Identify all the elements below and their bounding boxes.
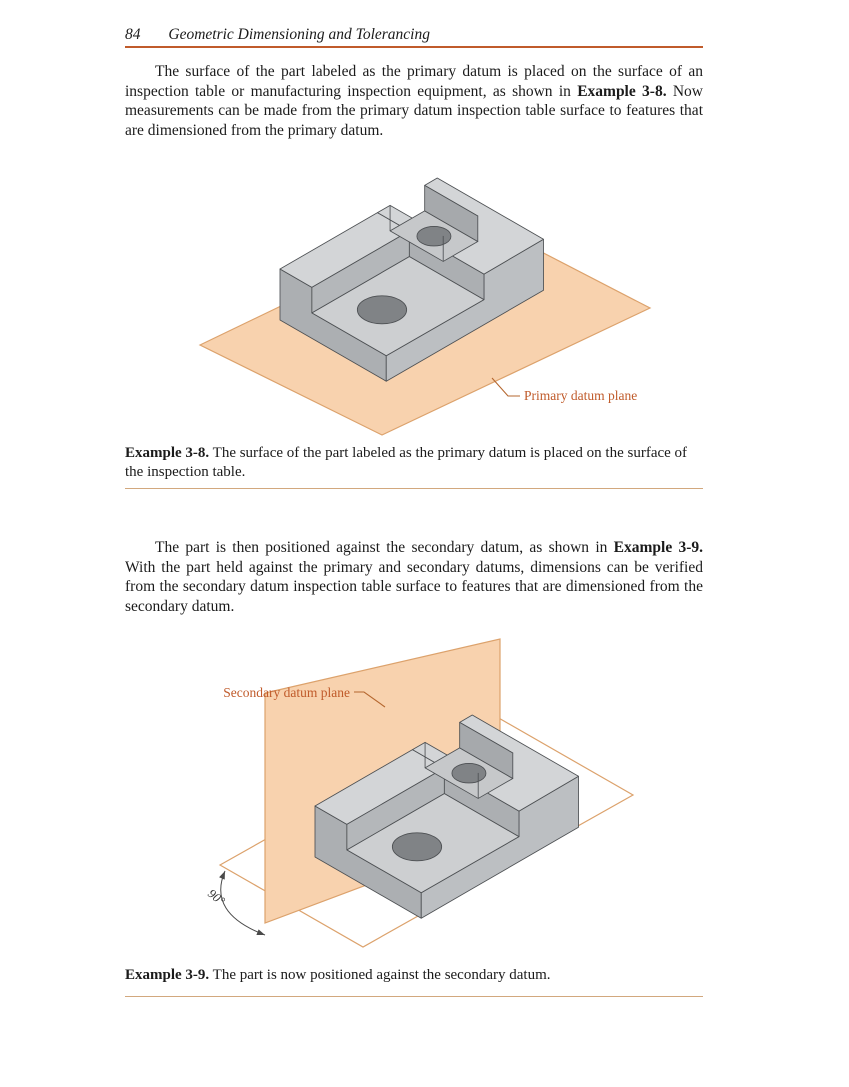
page-header [125, 26, 703, 44]
caption-1-text: The surface of the part labeled as the primary datum is placed on the surface of the inspection table. [125, 445, 688, 480]
paragraph-text: Now measurements can be made from the primary datum inspection table surface to features that are dimensioned from the primary datum. [125, 82, 704, 139]
primary-datum-plane-label: Primary datum plane [524, 388, 638, 403]
paragraph-text: The part is then positioned against the secondary datum, as shown in [155, 539, 614, 556]
header-rule [125, 46, 703, 48]
page-number: 84 [125, 26, 141, 43]
paragraph-primary-datum [125, 62, 703, 140]
figure-example-3-9 [165, 485, 685, 1015]
caption-2-example-number: Example 3-9. [125, 967, 210, 983]
example-3-8-reference: Example 3-8. [577, 82, 667, 100]
caption-1-example-number: Example 3-8. [125, 445, 210, 461]
arrowhead-icon [256, 929, 265, 935]
paragraph-text: With the part held against the primary and secondary datums, dimensions can be verified from the secondary datum inspection table surface to features that are dimensioned from the secondary datum. [125, 558, 703, 615]
figure-example-3-8 [170, 140, 690, 460]
caption-2-rule [125, 996, 703, 997]
paragraph-text: The surface of the part labeled as the primary datum is placed on the surface of an inspection table or manufacturing inspection equipment, as shown in [125, 63, 703, 100]
arrowhead-icon [219, 871, 225, 880]
ninety-degree-label: 90° [205, 886, 228, 909]
figure-1-caption [125, 444, 703, 482]
caption-2-text: The part is now positioned against the secondary datum. [209, 967, 551, 983]
running-title: Geometric Dimensioning and Tolerancing [168, 26, 430, 43]
example-3-9-reference: Example 3-9. [613, 539, 703, 556]
secondary-datum-plane-label: Secondary datum plane [223, 685, 350, 700]
figure-2-caption [125, 966, 703, 985]
